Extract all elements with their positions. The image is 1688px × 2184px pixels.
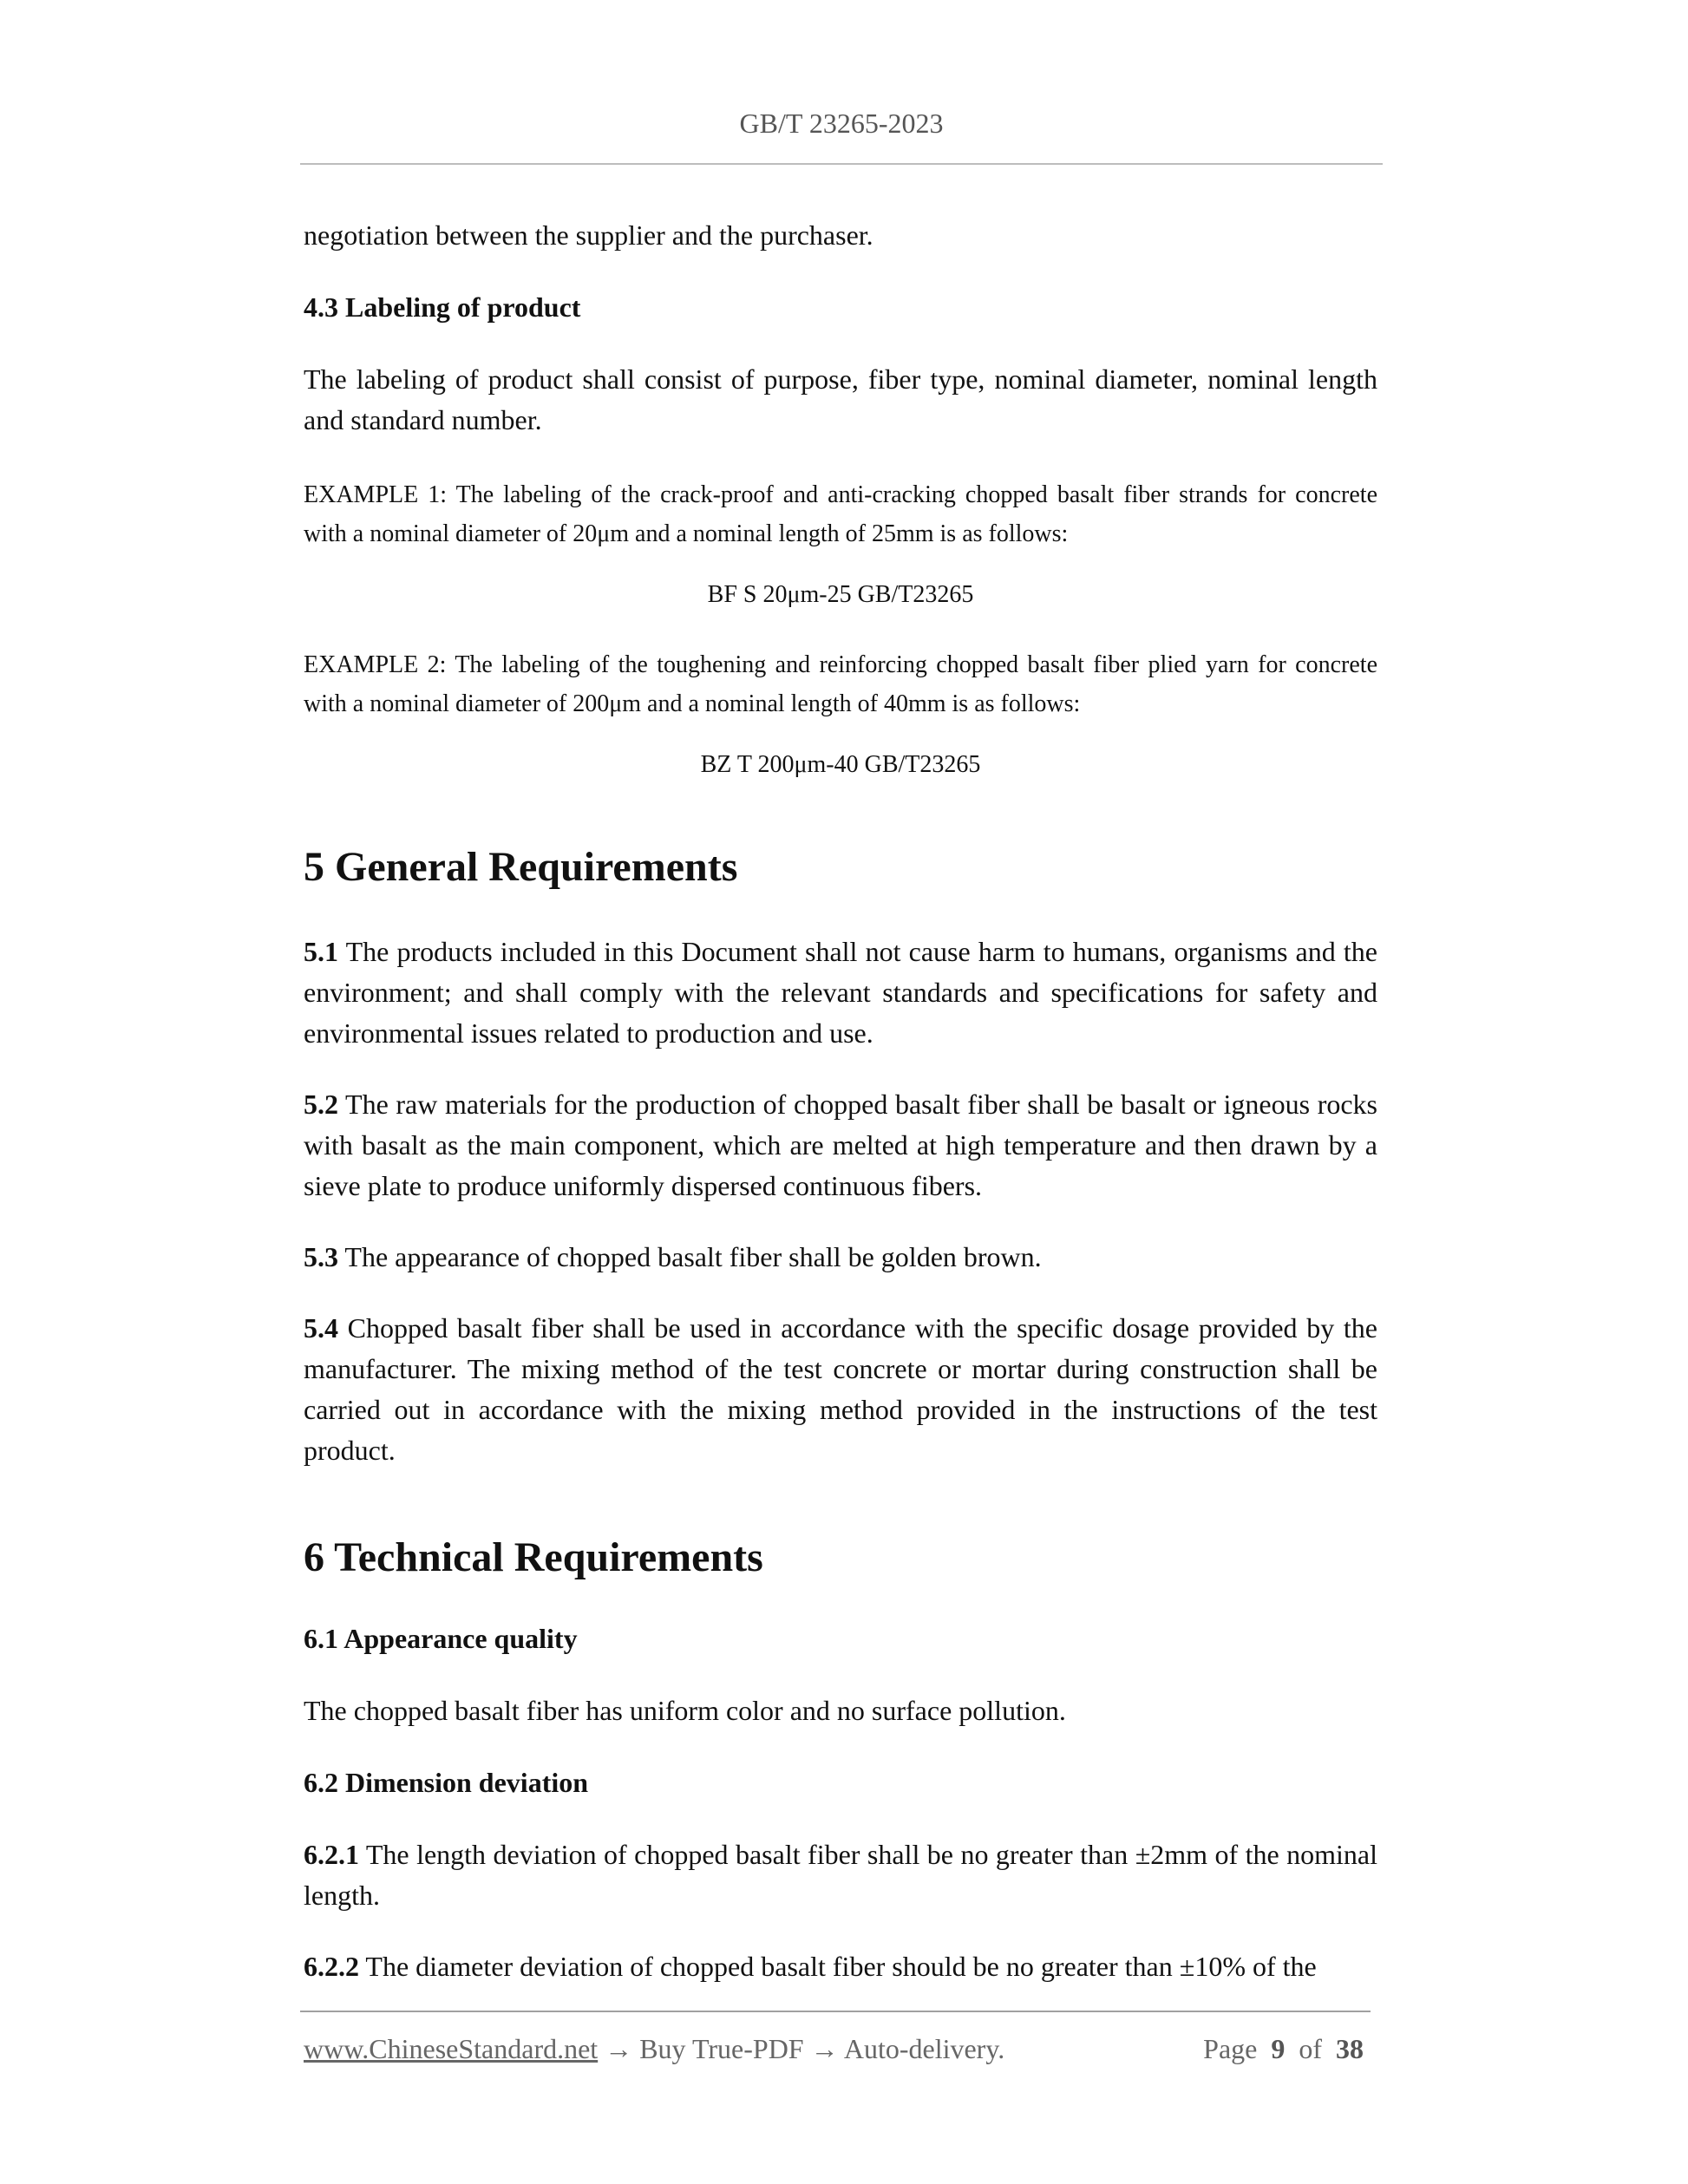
arrow-right-icon: → (803, 2033, 844, 2064)
clause-text: The products included in this Document shall not cause harm to humans, organisms and the environment; and shall comply with the relevant standards and specifications for safety and environmental issues related to production and use. (304, 936, 1377, 1049)
page-content (304, 215, 1377, 1987)
clause-5-2 (304, 1084, 1377, 1206)
continued-paragraph: negotiation between the supplier and the purchaser. (304, 219, 873, 251)
clause-number: 6.2.1 (304, 1839, 359, 1870)
buy-pdf-text: Buy True-PDF (639, 2033, 804, 2064)
clause-6-2-1 (304, 1834, 1377, 1916)
page-label: Page (1203, 2033, 1258, 2064)
arrow-right-icon: → (598, 2033, 640, 2064)
clause-5-1 (304, 932, 1377, 1054)
section-4-3-paragraph: The labeling of product shall consist of purpose, fiber type, nominal diameter, nominal length and standard number. (304, 363, 1377, 435)
clause-number: 5.2 (304, 1089, 338, 1120)
clause-number: 6.2.2 (304, 1951, 359, 1982)
example-1-label: BF S 20μm-25 GB/T23265 (707, 581, 974, 608)
page-header: GB/T 23265-2023 (739, 108, 944, 139)
page-number (1203, 2030, 1364, 2068)
clause-number: 5.4 (304, 1312, 338, 1344)
clause-number: 5.1 (304, 936, 338, 967)
clause-text: Chopped basalt fiber shall be used in accordance with the specific dosage provided by the manufacturer. The mixing method of the test concrete or mortar during construction shall be carried out in accordance with the mixing method provided in the instructions of the test product. (304, 1312, 1377, 1466)
section-5-heading: 5 General Requirements (304, 844, 738, 890)
auto-delivery-text: Auto-delivery. (843, 2033, 1005, 2064)
header-divider (300, 163, 1383, 165)
section-6-1-paragraph: The chopped basalt fiber has uniform color and no surface pollution. (304, 1695, 1066, 1726)
clause-6-2-2 (304, 1946, 1377, 1987)
example-2-label: BZ T 200μm-40 GB/T23265 (700, 751, 981, 778)
section-6-heading: 6 Technical Requirements (304, 1534, 763, 1580)
of-label: of (1299, 2033, 1322, 2064)
clause-text: The length deviation of chopped basalt fiber shall be no greater than ±2mm of the nominal length. (304, 1839, 1377, 1911)
section-6-2-heading: 6.2 Dimension deviation (304, 1767, 589, 1798)
clause-text: The diameter deviation of chopped basalt fiber should be no greater than ±10% of the (359, 1951, 1317, 1982)
page-footer (304, 2030, 1371, 2068)
example-1-text: EXAMPLE 1: The labeling of the crack-proof and anti-cracking chopped basalt fiber strands for concrete with a nominal diameter of 20μm and a nominal length of 25mm is as follows: (304, 481, 1377, 547)
website-link[interactable]: www.ChineseStandard.net (304, 2033, 599, 2064)
clause-5-3 (304, 1237, 1377, 1278)
example-2-text: EXAMPLE 2: The labeling of the toughening and reinforcing chopped basalt fiber plied yarn for concrete with a nominal diameter of 200μm and a nominal length of 40mm is as follows: (304, 651, 1377, 717)
clause-text: The appearance of chopped basalt fiber shall be golden brown. (338, 1241, 1042, 1272)
total-pages: 38 (1336, 2033, 1364, 2064)
current-page: 9 (1271, 2033, 1286, 2064)
section-4-3-heading: 4.3 Labeling of product (304, 291, 581, 323)
clause-number: 5.3 (304, 1241, 338, 1272)
footer-divider (300, 2011, 1371, 2012)
section-6-1-heading: 6.1 Appearance quality (304, 1623, 578, 1654)
clause-5-4 (304, 1308, 1377, 1471)
clause-text: The raw materials for the production of chopped basalt fiber shall be basalt or igneous rocks with basalt as the main component, which are melted at high temperature and then drawn by a sieve plate to produce uniformly dispersed continuous fibers. (304, 1089, 1377, 1201)
